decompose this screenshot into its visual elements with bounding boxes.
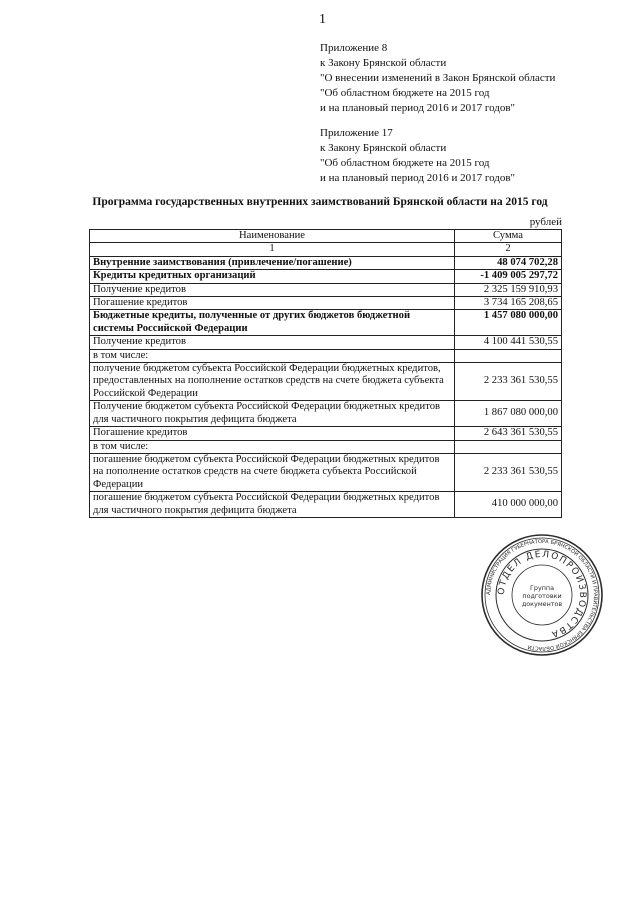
table-row xyxy=(90,453,562,491)
office-seal-stamp xyxy=(480,533,604,657)
row-name: Бюджетные кредиты, полученные от других бюджетов бюджетной системы Российской Федерации xyxy=(90,310,455,336)
borrowing-program-table xyxy=(89,229,562,518)
appendix-8-line: Приложение 8 xyxy=(320,42,388,54)
table-row xyxy=(90,297,562,310)
stamp-center-line: подготовки xyxy=(522,592,562,600)
row-amount xyxy=(455,440,562,453)
row-name: Погашение кредитов xyxy=(90,297,455,310)
header-amount: Сумма xyxy=(455,230,562,243)
row-amount: 4 100 441 530,55 xyxy=(455,336,562,349)
stamp-center-line: документов xyxy=(521,600,563,608)
table-row xyxy=(90,363,562,401)
stamp-inner-text: ОТДЕЛ ДЕЛОПРОИЗВОДСТВА xyxy=(496,549,588,640)
stamp-center-line: Группа xyxy=(529,584,555,592)
row-amount: 3 734 165 208,65 xyxy=(455,297,562,310)
table-row xyxy=(90,401,562,427)
row-name: Получение кредитов xyxy=(90,336,455,349)
appendix-17-note xyxy=(320,126,515,186)
table-row xyxy=(90,336,562,349)
row-name: Кредиты кредитных организаций xyxy=(90,270,455,283)
table-row xyxy=(90,492,562,518)
table-header-row xyxy=(90,230,562,243)
row-amount: 2 643 361 530,55 xyxy=(455,427,562,440)
row-name: погашение бюджетом субъекта Российской Федерации бюджетных кредитов для частичного покрытия дефицита бюджета xyxy=(90,492,455,518)
table-row xyxy=(90,256,562,269)
table-row xyxy=(90,440,562,453)
appendix-8-note xyxy=(320,41,555,116)
row-name: Погашение кредитов xyxy=(90,427,455,440)
table-colnum-row xyxy=(90,243,562,256)
appendix-17-line: "Об областном бюджете на 2015 год xyxy=(320,157,490,169)
colnum-name: 1 xyxy=(90,243,455,256)
row-name: получение бюджетом субъекта Российской Федерации бюджетных кредитов, предоставленных на пополнение остатков средств на счете бюджета субъекта Российской Федерации xyxy=(90,363,455,401)
colnum-amount: 2 xyxy=(455,243,562,256)
row-amount: 2 233 361 530,55 xyxy=(455,363,562,401)
document-title: Программа государственных внутренних заимствований Брянской области на 2015 год xyxy=(92,196,548,208)
row-amount: 48 074 702,28 xyxy=(455,256,562,269)
appendix-8-line: "О внесении изменений в Закон Брянской области xyxy=(320,72,556,84)
appendix-17-line: Приложение 17 xyxy=(320,127,393,139)
row-amount: -1 409 005 297,72 xyxy=(455,270,562,283)
row-name: Внутренние заимствования (привлечение/погашение) xyxy=(90,256,455,269)
row-amount: 410 000 000,00 xyxy=(455,492,562,518)
row-amount: 2 325 159 910,93 xyxy=(455,283,562,296)
appendix-8-line: "Об областном бюджете на 2015 год xyxy=(320,87,490,99)
page-number: 1 xyxy=(319,12,326,27)
table-row xyxy=(90,283,562,296)
units-label: рублей xyxy=(529,216,562,228)
table-row xyxy=(90,270,562,283)
stamp-outer-text: АДМИНИСТРАЦИЯ ГУБЕРНАТОРА БРЯНСКОЙ ОБЛАСТИ И ПРАВИТЕЛЬСТВА БРЯНСКОЙ ОБЛАСТИ xyxy=(485,538,599,652)
row-amount: 1 457 080 000,00 xyxy=(455,310,562,336)
row-name: Получение кредитов xyxy=(90,283,455,296)
appendix-8-line: к Закону Брянской области xyxy=(320,57,447,69)
header-name: Наименование xyxy=(90,230,455,243)
table-row xyxy=(90,310,562,336)
row-name: в том числе: xyxy=(90,440,455,453)
row-amount xyxy=(455,349,562,362)
row-amount: 1 867 080 000,00 xyxy=(455,401,562,427)
appendix-17-line: к Закону Брянской области xyxy=(320,142,447,154)
table-row xyxy=(90,349,562,362)
row-name: погашение бюджетом субъекта Российской Федерации бюджетных кредитов на пополнение остатков средств на счете бюджета субъекта Российской Федерации xyxy=(90,453,455,491)
row-name: в том числе: xyxy=(90,349,455,362)
row-name: Получение бюджетом субъекта Российской Федерации бюджетных кредитов для частичного покрытия дефицита бюджета xyxy=(90,401,455,427)
table-row xyxy=(90,427,562,440)
row-amount: 2 233 361 530,55 xyxy=(455,453,562,491)
appendix-8-line: и на плановый период 2016 и 2017 годов" xyxy=(320,102,516,114)
appendix-17-line: и на плановый период 2016 и 2017 годов" xyxy=(320,172,516,184)
